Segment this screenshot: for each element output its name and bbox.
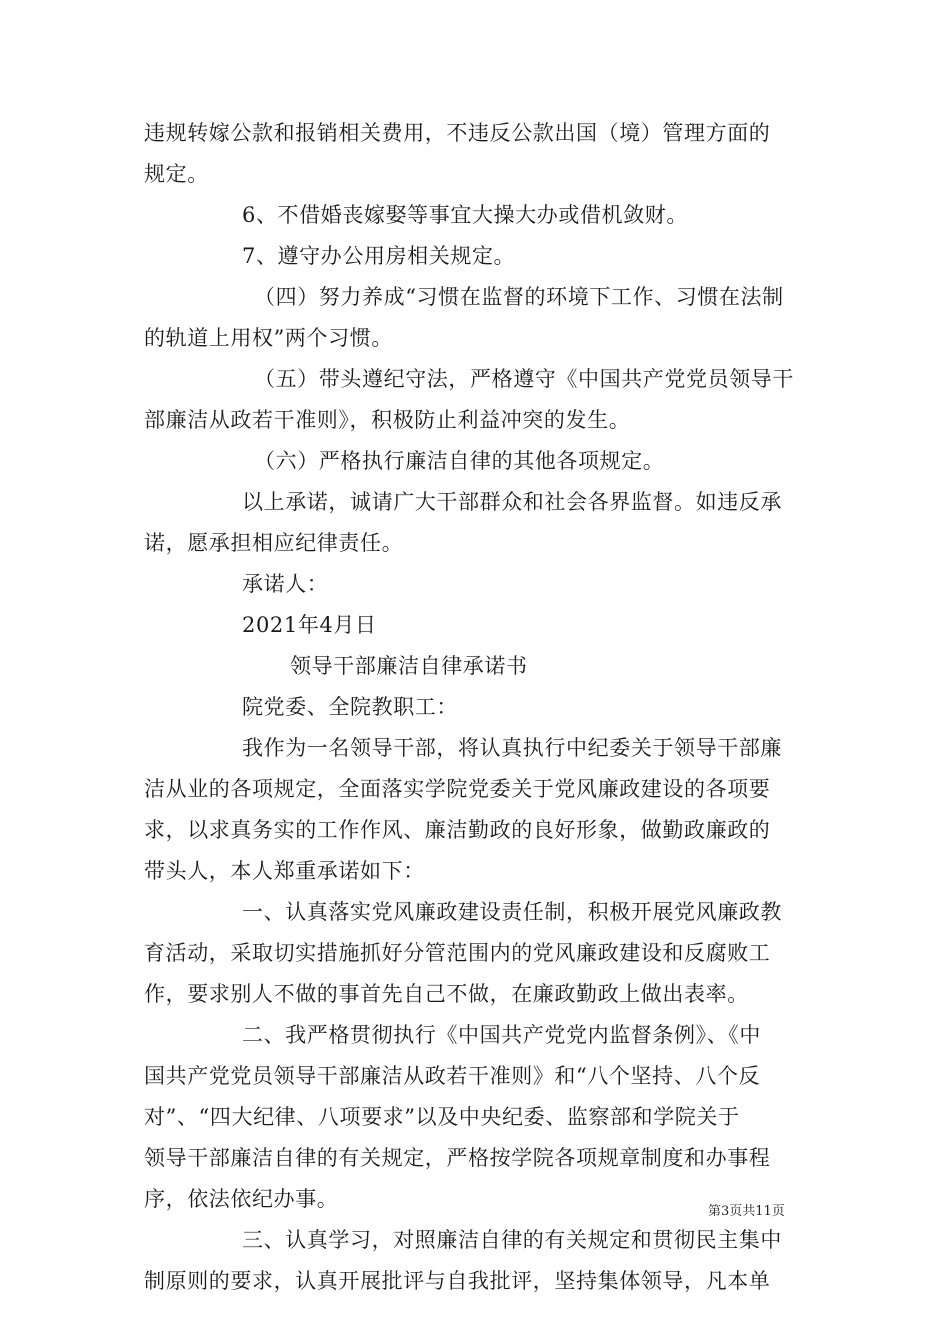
text-line: 带头人，本人郑重承诺如下： [144, 859, 425, 883]
text-line: 作，要求别人不做的事首先自己不做，在廉政勤政上做出表率。 [144, 982, 749, 1006]
text-line: 6、不借婚丧嫁娶等事宜大操大办或借机敛财。 [242, 203, 688, 227]
text-line: 部廉洁从政若干准则》，积极防止利益冲突的发生。 [144, 408, 631, 432]
document-title: 领导干部廉洁自律承诺书 [290, 654, 528, 678]
text-line: 一、认真落实党风廉政建设责任制，积极开展党风廉政教 [242, 900, 782, 924]
text-line: 2021年4月日 [242, 613, 377, 637]
text-line: 诺，愿承担相应纪律责任。 [144, 531, 404, 555]
text-line: 承诺人： [242, 572, 329, 596]
text-line: （五）带头遵纪守法，严格遵守《中国共产党党员领导干 [254, 367, 794, 391]
text-line: 制原则的要求，认真开展批评与自我批评，坚持集体领导，凡本单 [144, 1269, 771, 1293]
text-line: 国共产党党员领导干部廉洁从政若干准则》和“八个坚持、八个反 [144, 1064, 761, 1088]
text-line: 7、遵守办公用房相关规定。 [242, 244, 516, 268]
text-line: 违规转嫁公款和报销相关费用，不违反公款出国（境）管理方面的 [144, 121, 771, 145]
text-line: 我作为一名领导干部，将认真执行中纪委关于领导干部廉 [242, 736, 782, 760]
text-line: 洁从业的各项规定，全面落实学院党委关于党风廉政建设的各项要 [144, 777, 771, 801]
text-line: 对”、“四大纪律、八项要求”以及中央纪委、监察部和学院关于 [144, 1105, 740, 1129]
text-line: 三、认真学习，对照廉洁自律的有关规定和贯彻民主集中 [242, 1228, 782, 1252]
text-line: 院党委、全院教职工： [242, 695, 458, 719]
text-line: 以上承诺，诚请广大干部群众和社会各界监督。如违反承 [242, 490, 782, 514]
page-number: 第3页共11页 [708, 1204, 785, 1219]
text-line: （四）努力养成“习惯在监督的环境下工作、习惯在法制 [254, 285, 784, 309]
text-line: 规定。 [144, 162, 209, 186]
text-line: 领导干部廉洁自律的有关规定，严格按学院各项规章制度和办事程 [144, 1146, 771, 1170]
text-line: 育活动，采取切实措施抓好分管范围内的党风廉政建设和反腐败工 [144, 941, 771, 965]
text-line: （六）严格执行廉洁自律的其他各项规定。 [254, 449, 665, 473]
text-line: 二、我严格贯彻执行《中国共产党党内监督条例》、《中 [242, 1023, 761, 1047]
text-line: 求，以求真务实的工作作风、廉洁勤政的良好形象，做勤政廉政的 [144, 818, 771, 842]
text-line: 序，依法依纪办事。 [144, 1187, 339, 1211]
text-line: 的轨道上用权”两个习惯。 [144, 326, 393, 350]
